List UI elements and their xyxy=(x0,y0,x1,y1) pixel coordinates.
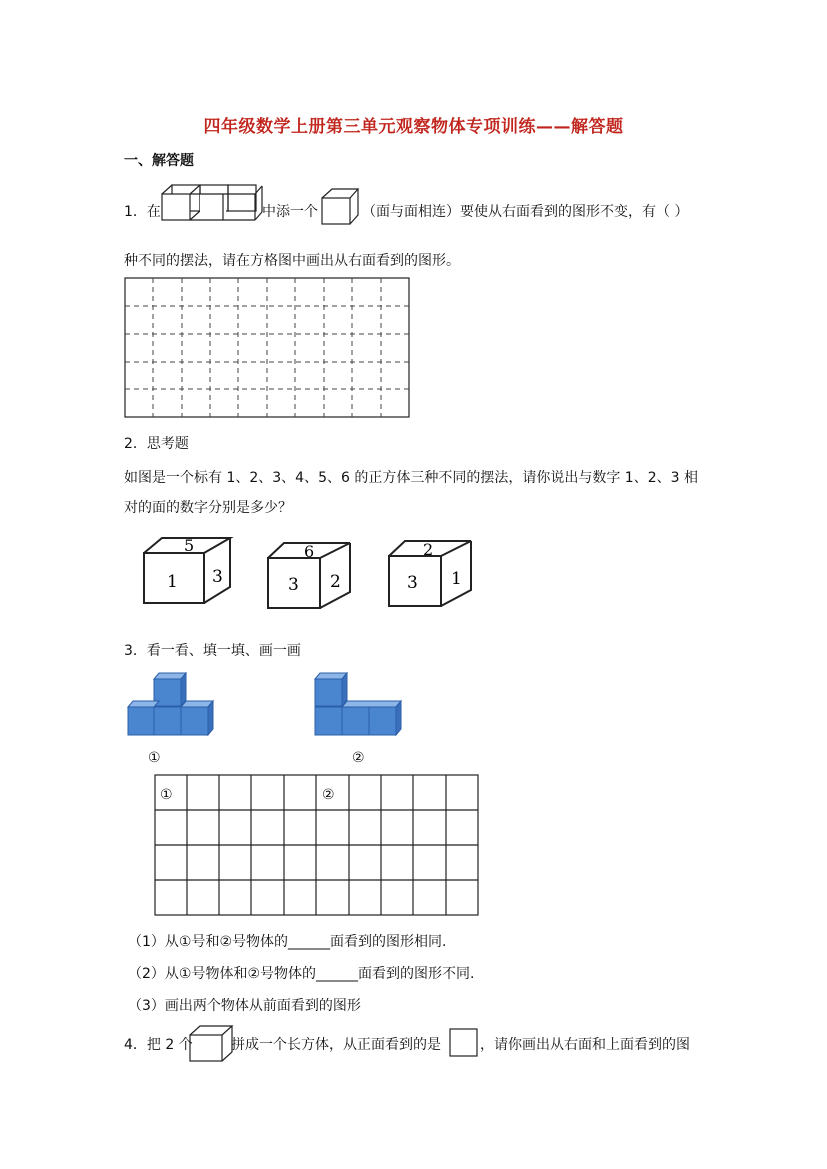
q2-cube-3-front: 3 xyxy=(407,573,418,593)
q3-sub-3: （3）画出两个物体从前面看到的图形 xyxy=(128,998,361,1014)
q1-single-cube-figure xyxy=(320,188,360,226)
q1-text-line2: 种不同的摆法，请在方格图中画出从右面看到的图形。 xyxy=(124,253,460,269)
q2-cube-2-top: 6 xyxy=(304,542,315,561)
q3-grid-label-1: ① xyxy=(160,787,173,803)
q4-text-b: 拼成一个长方体，从正面看到的是 xyxy=(231,1037,441,1053)
q4-text-a: 4．把 2 个 xyxy=(124,1037,193,1053)
q2-cube-2-front: 3 xyxy=(288,575,299,595)
q3-sub-1: （1）从①号和②号物体的______面看到的图形相同. xyxy=(128,934,447,950)
q4-cube-figure xyxy=(188,1025,234,1063)
q3-object-2 xyxy=(312,670,404,740)
q2-cube-1 xyxy=(140,535,240,607)
q2-cube-2 xyxy=(264,540,364,612)
q3-object-2-label: ② xyxy=(352,750,365,766)
q3-heading: 3．看一看、填一填、画一画 xyxy=(124,643,301,659)
q2-cube-1-side: 3 xyxy=(212,567,223,587)
q1-text-a: 1．在 xyxy=(124,204,161,220)
q2-cube-3-side: 1 xyxy=(451,569,462,589)
q3-grid-label-2: ② xyxy=(322,787,335,803)
q3-object-1 xyxy=(126,670,218,740)
q2-cube-1-front: 1 xyxy=(167,572,178,592)
q3-answer-grid[interactable] xyxy=(154,774,482,918)
page-title: 四年级数学上册第三单元观察物体专项训练——解答题 xyxy=(203,117,624,137)
q1-text-b: 中添一个 xyxy=(262,204,318,220)
q2-cube-1-top: 5 xyxy=(184,536,195,555)
q1-answer-grid[interactable] xyxy=(124,277,414,421)
q1-three-cube-figure xyxy=(160,184,264,222)
q2-cube-3-top: 2 xyxy=(423,540,434,559)
q4-front-view-square xyxy=(449,1028,479,1058)
q2-text-2: 对的面的数字分别是多少？ xyxy=(124,500,292,516)
q1-text-c: （面与面相连）要使从右面看到的图形不变，有（ ） xyxy=(362,204,689,220)
q2-cube-3 xyxy=(385,538,485,610)
q2-heading: 2．思考题 xyxy=(124,436,189,452)
q3-sub-2: （2）从①号物体和②号物体的______面看到的图形不同. xyxy=(128,966,475,982)
q3-object-1-label: ① xyxy=(148,750,161,766)
q2-text-1: 如图是一个标有 1、2、3、4、5、6 的正方体三种不同的摆法，请你说出与数字 1、2、3 相 xyxy=(124,470,698,486)
q2-cube-2-side: 2 xyxy=(330,572,341,592)
q4-text-c: ，请你画出从右面和上面看到的图 xyxy=(480,1037,690,1053)
section-heading: 一、解答题 xyxy=(124,153,194,169)
